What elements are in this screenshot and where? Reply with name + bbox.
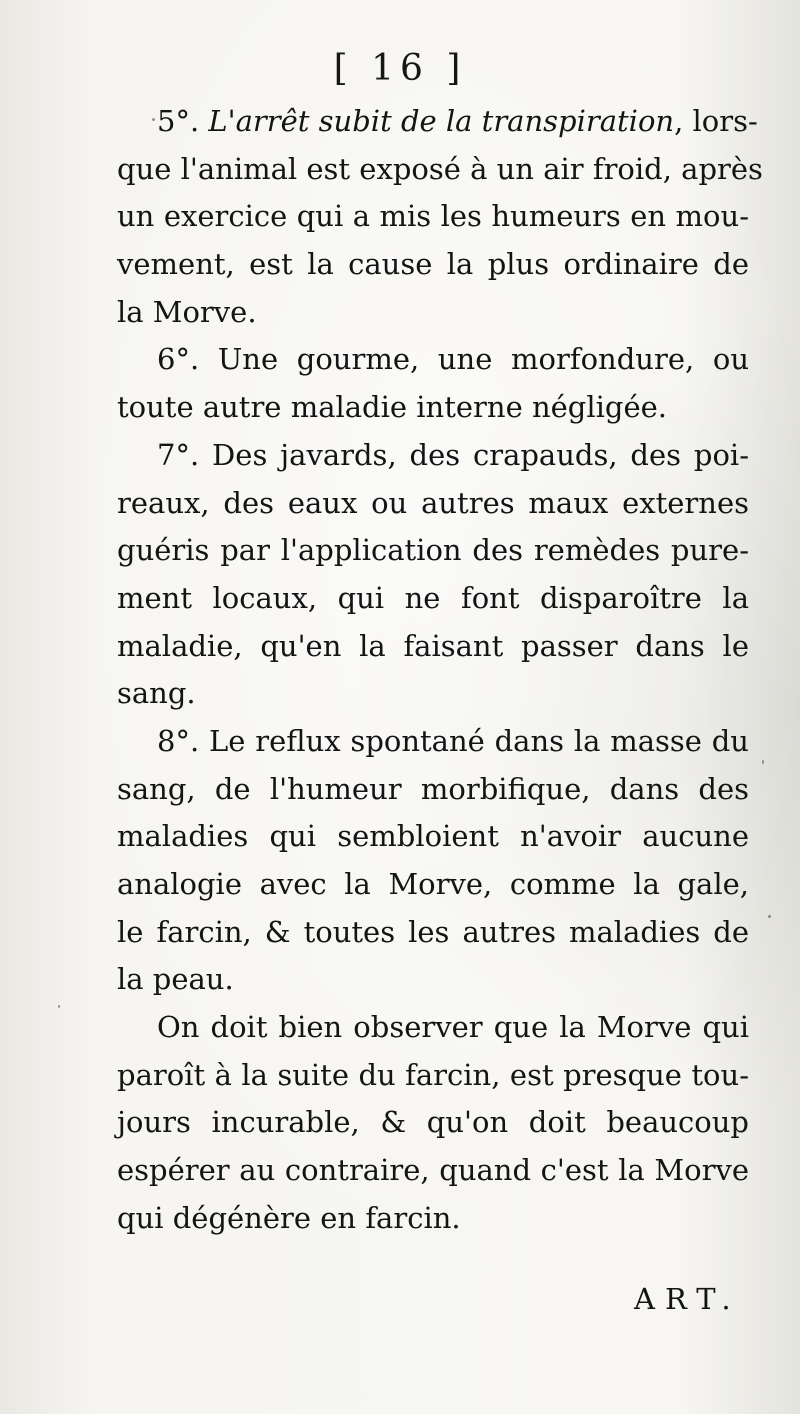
text-line: vement, est la cause la plus ordinaire de — [117, 247, 749, 282]
body-text — [117, 98, 763, 1243]
text-line: qui dégénère en farcin. — [117, 1200, 461, 1235]
paragraph-5 — [117, 98, 763, 336]
paragraph-conclusion — [117, 1004, 749, 1242]
paper-speck — [58, 1005, 60, 1008]
text-line: jours incurable, & qu'on doit beaucoup — [117, 1105, 749, 1140]
catchword: ART. — [634, 1282, 741, 1316]
text-line: un exercice qui a mis les humeurs en mou- — [117, 199, 749, 234]
text-line: que l'animal est exposé à un air froid, après — [117, 151, 763, 186]
text-line: 5°. L'arrêt subit de la transpiration, lors- — [157, 104, 758, 138]
paragraph-7 — [117, 432, 749, 718]
text-line: paroît à la suite du farcin, est presque tou- — [117, 1057, 749, 1092]
text-line: ment locaux, qui ne font disparoître la — [117, 580, 749, 615]
text-line: toute autre maladie interne négligée. — [117, 390, 668, 425]
text-line: la Morve. — [117, 294, 257, 329]
text-line: 6°. Une gourme, une morfondure, ou — [157, 342, 749, 377]
text-line: reaux, des eaux ou autres maux externes — [117, 485, 749, 520]
paper-speck — [762, 760, 764, 764]
text-line: sang, de l'humeur morbifique, dans des — [117, 771, 749, 806]
text-line: maladies qui sembloient n'avoir aucune — [117, 819, 749, 854]
text-line: guéris par l'application des remèdes pure- — [117, 533, 749, 568]
paper-speck — [768, 915, 771, 918]
paragraph-6 — [117, 336, 749, 431]
paragraph-8 — [117, 718, 749, 1004]
paper-speck — [152, 118, 155, 121]
text-line: maladie, qu'en la faisant passer dans le — [117, 628, 749, 663]
text-line: espérer au contraire, quand c'est la Morve — [117, 1153, 749, 1188]
text-line: 8°. Le reflux spontané dans la masse du — [157, 723, 749, 758]
text-line: On doit bien observer que la Morve qui — [157, 1010, 749, 1045]
text-line: analogie avec la Morve, comme la gale, — [117, 867, 749, 901]
italic-phrase: L'arrêt subit de la transpiration — [208, 104, 675, 138]
text-line: sang. — [117, 676, 196, 711]
text-line: le farcin, & toutes les autres maladies de — [117, 914, 749, 949]
page-number: [ 16 ] — [333, 48, 467, 89]
text-line: 7°. Des javards, des crapauds, des poi- — [157, 437, 749, 472]
text-line: la peau. — [117, 962, 234, 997]
